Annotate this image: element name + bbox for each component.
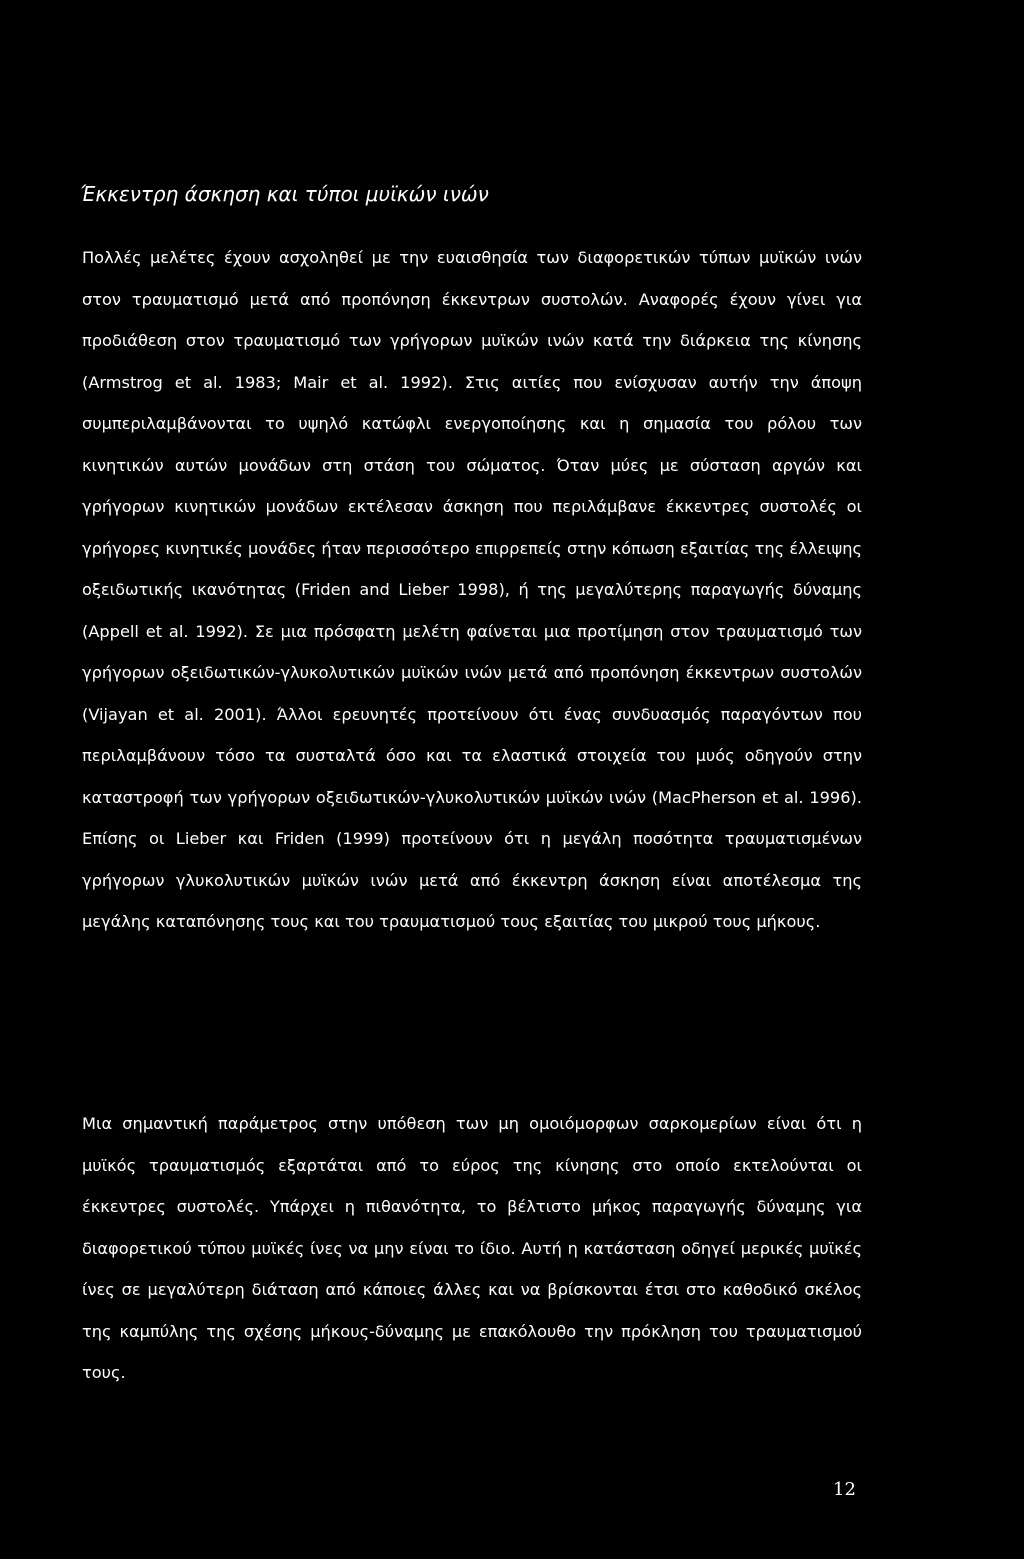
section-heading: Έκκεντρη άσκηση και τύποι μυϊκών ινών	[80, 182, 489, 206]
body-paragraph: Πολλές μελέτες έχουν ασχοληθεί με την ευαισθησία των διαφορετικών τύπων μυϊκών ινών στον τραυματισμό μετά από προπόνηση έκκεντρων συστολών. Αναφορές έχουν γίνει για προδιάθεση στον τραυματισμό των γρήγορων μυϊκών ινών κατά την διάρκεια της κίνησης (Armstrog et al. 1983; Mair et al. 1992). Στις αιτίες που ενίσχυσαν αυτήν την άποψη συμπεριλαμβάνονται το υψηλό κατώφλι ενεργοποίησης και η σημασία του ρόλου των κινητικών αυτών μονάδων στη στάση του σώματος. Όταν μύες με σύσταση αργών και γρήγορων κινητικών μονάδων εκτέλεσαν άσκηση που περιλάμβανε έκκεντρες συστολές οι γρήγορες κινητικές μονάδες ήταν περισσότερο επιρρεπείς στην κόπωση εξαιτίας της έλλειψης οξειδωτικής ικανότητας (Friden and Lieber 1998), ή της μεγαλύτερης παραγωγής δύναμης (Appell et al. 1992). Σε μια πρόσφατη μελέτη φαίνεται μια προτίμηση στον τραυματισμό των γρήγορων οξειδωτικών-γλυκολυτικών μυϊκών ινών μετά από προπόνηση έκκεντρων συστολών (Vijayan et al. 2001). Άλλοι ερευνητές προτείνουν ότι ένας συνδυασμός παραγόντων που περιλαμβάνουν τόσο τα συσταλτά όσο και τα ελαστικά στοιχεία του μυός οδηγούν στην καταστροφή των γρήγορων οξειδωτικών-γλυκολυτικών μυϊκών ινών (MacPherson et al. 1996). Επίσης οι Lieber και Friden (1999) προτείνουν ότι η μεγάλη ποσότητα τραυματισμένων γρήγορων γλυκολυτικών μυϊκών ινών μετά από έκκεντρη άσκηση είναι αποτέλεσμα της μεγάλης καταπόνησης τους και του τραυματισμού τους εξαιτίας του μικρού τους μήκους.	[82, 248, 862, 931]
body-paragraph: Μια σημαντική παράμετρος στην υπόθεση των μη ομοιόμορφων σαρκομερίων είναι ότι η μυϊκός τραυματισμός εξαρτάται από το εύρος της κίνησης στο οποίο εκτελούνται οι έκκεντρες συστολές. Υπάρχει η πιθανότητα, το βέλτιστο μήκος παραγωγής δύναμης για διαφορετικού τύπου μυϊκές ίνες να μην είναι το ίδιο. Αυτή η κατάσταση οδηγεί μερικές μυϊκές ίνες σε μεγαλύτερη διάταση από κάποιες άλλες και να βρίσκονται έτσι στο καθοδικό σκέλος της καμπύλης της σχέσης μήκους-δύναμης με επακόλουθο την πρόκληση του τραυματισμού τους.	[82, 1114, 862, 1382]
page-number: 12	[833, 1479, 856, 1500]
